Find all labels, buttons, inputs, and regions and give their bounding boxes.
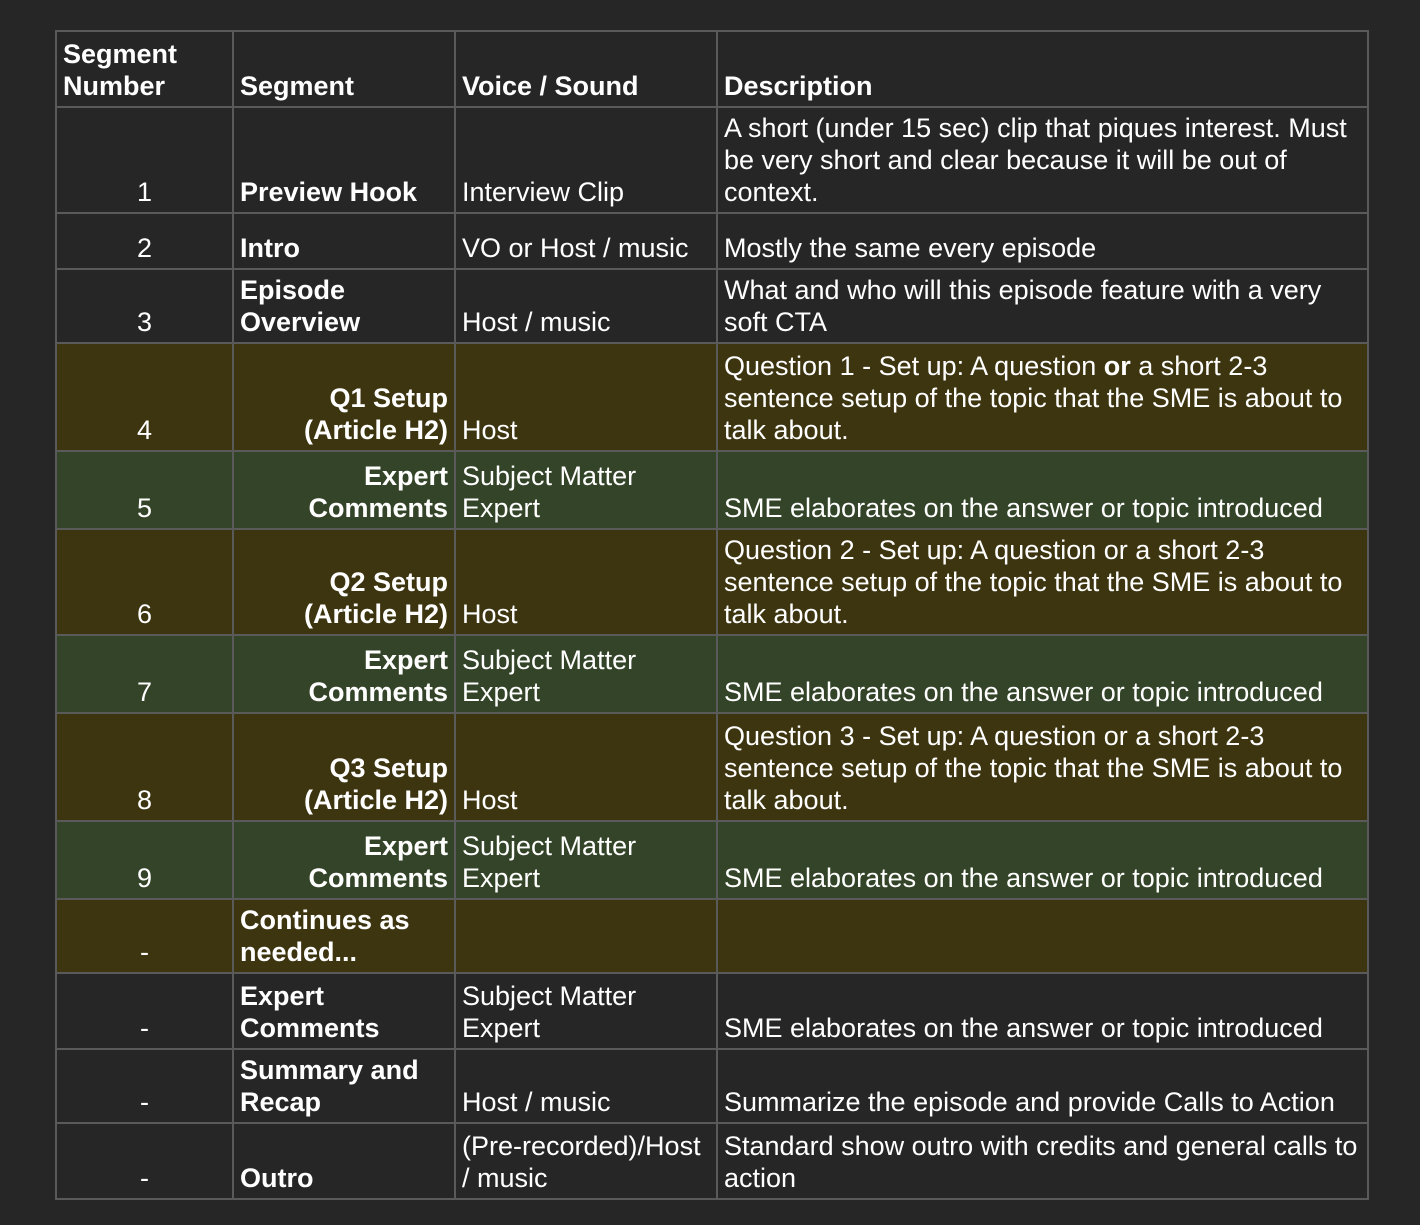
- voice-sound-cell: Host / music: [455, 1049, 717, 1123]
- segment-name-cell: Q1 Setup (Article H2): [233, 343, 455, 451]
- description-cell: [717, 899, 1368, 973]
- voice-sound-cell: (Pre-recorded)/Host / music: [455, 1123, 717, 1199]
- description-cell: Question 3 - Set up: A question or a short 2-3 sentence setup of the topic that the SME is about to talk about.: [717, 713, 1368, 821]
- description-cell: SME elaborates on the answer or topic introduced: [717, 821, 1368, 899]
- segment-number-cell: -: [56, 1123, 233, 1199]
- description-cell: Mostly the same every episode: [717, 213, 1368, 269]
- segment-number-cell: 3: [56, 269, 233, 343]
- voice-sound-cell: Subject Matter Expert: [455, 821, 717, 899]
- description-cell: A short (under 15 sec) clip that piques interest. Must be very short and clear because it will be out of context.: [717, 107, 1368, 213]
- table-row: [56, 821, 1368, 899]
- segment-name-cell: Expert Comments: [233, 635, 455, 713]
- segment-name-cell: Outro: [233, 1123, 455, 1199]
- table-row: [56, 973, 1368, 1049]
- description-emphasis: or: [1103, 351, 1131, 381]
- header-row: [56, 31, 1368, 107]
- segment-number-cell: 5: [56, 451, 233, 529]
- segment-number-cell: -: [56, 973, 233, 1049]
- voice-sound-cell: VO or Host / music: [455, 213, 717, 269]
- table-row: [56, 635, 1368, 713]
- voice-sound-cell: Interview Clip: [455, 107, 717, 213]
- segment-name-cell: Intro: [233, 213, 455, 269]
- table-row: [56, 899, 1368, 973]
- segment-number-cell: 9: [56, 821, 233, 899]
- segment-number-cell: 6: [56, 529, 233, 635]
- description-cell: Summarize the episode and provide Calls to Action: [717, 1049, 1368, 1123]
- voice-sound-cell: Subject Matter Expert: [455, 451, 717, 529]
- table-row: [56, 713, 1368, 821]
- description-text: Question 1 - Set up: A question: [724, 351, 1104, 381]
- voice-sound-cell: Host / music: [455, 269, 717, 343]
- table-row: [56, 1049, 1368, 1123]
- voice-sound-cell: Host: [455, 529, 717, 635]
- segment-name-cell: Episode Overview: [233, 269, 455, 343]
- header-voice-sound: Voice / Sound: [455, 31, 717, 107]
- voice-sound-cell: Subject Matter Expert: [455, 973, 717, 1049]
- table-row: [56, 269, 1368, 343]
- segment-number-cell: 1: [56, 107, 233, 213]
- table-row: [56, 213, 1368, 269]
- table-row: [56, 529, 1368, 635]
- segment-number-cell: 2: [56, 213, 233, 269]
- description-cell: SME elaborates on the answer or topic introduced: [717, 451, 1368, 529]
- description-cell: What and who will this episode feature with a very soft CTA: [717, 269, 1368, 343]
- description-text: a short 2-3 sentence setup of the topic that the SME is about to talk about.: [724, 351, 1343, 445]
- segment-number-cell: 8: [56, 713, 233, 821]
- segment-name-cell: Q2 Setup (Article H2): [233, 529, 455, 635]
- segment-number-cell: -: [56, 899, 233, 973]
- segment-name-cell: Summary and Recap: [233, 1049, 455, 1123]
- table-row: [56, 1123, 1368, 1199]
- segment-number-cell: 4: [56, 343, 233, 451]
- voice-sound-cell: Host: [455, 343, 717, 451]
- header-segment-number: Segment Number: [56, 31, 233, 107]
- segment-number-cell: 7: [56, 635, 233, 713]
- table-row: [56, 107, 1368, 213]
- voice-sound-cell: [455, 899, 717, 973]
- table-row: [56, 343, 1368, 451]
- header-description: Description: [717, 31, 1368, 107]
- segment-name-cell: Preview Hook: [233, 107, 455, 213]
- segment-name-cell: Expert Comments: [233, 973, 455, 1049]
- segment-name-cell: Continues as needed...: [233, 899, 455, 973]
- segment-table: [55, 30, 1369, 1200]
- header-segment: Segment: [233, 31, 455, 107]
- description-cell: [717, 343, 1368, 451]
- voice-sound-cell: Subject Matter Expert: [455, 635, 717, 713]
- description-cell: Question 2 - Set up: A question or a short 2-3 sentence setup of the topic that the SME is about to talk about.: [717, 529, 1368, 635]
- segment-name-cell: Expert Comments: [233, 821, 455, 899]
- segment-name-cell: Q3 Setup (Article H2): [233, 713, 455, 821]
- description-cell: SME elaborates on the answer or topic introduced: [717, 635, 1368, 713]
- description-cell: SME elaborates on the answer or topic introduced: [717, 973, 1368, 1049]
- segment-number-cell: -: [56, 1049, 233, 1123]
- description-cell: Standard show outro with credits and general calls to action: [717, 1123, 1368, 1199]
- segment-name-cell: Expert Comments: [233, 451, 455, 529]
- table-row: [56, 451, 1368, 529]
- voice-sound-cell: Host: [455, 713, 717, 821]
